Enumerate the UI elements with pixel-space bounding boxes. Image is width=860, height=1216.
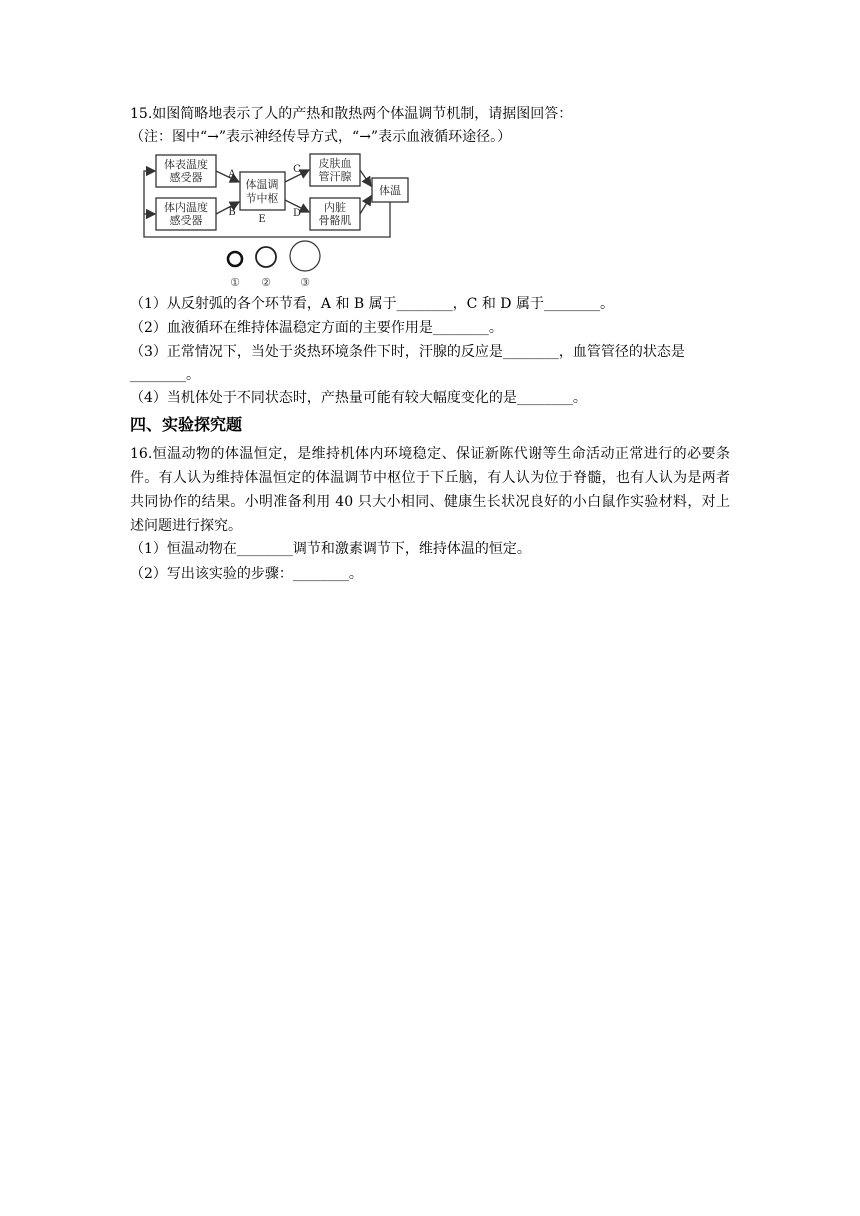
circle-label-1: ① bbox=[230, 276, 240, 289]
question-15-sub1: （1）从反射弧的各个环节看，A 和 B 属于________，C 和 D 属于________。 bbox=[130, 296, 614, 312]
question-16-sub2: （2）写出该实验的步骤：________。 bbox=[130, 566, 363, 582]
question-15-sub4: （4）当机体处于不同状态时，产热量可能有较大幅度变化的是________。 bbox=[130, 390, 587, 406]
circle-1-thick bbox=[228, 252, 242, 266]
circle-label-3: ③ bbox=[300, 276, 310, 289]
label-E: E bbox=[258, 214, 266, 225]
question-15-sub3b: ________。 bbox=[130, 367, 200, 383]
surface-receptor-line2: 感受器 bbox=[169, 171, 203, 184]
body-temp-label: 体温 bbox=[379, 184, 401, 197]
label-C: C bbox=[293, 164, 301, 175]
circle-3-thin bbox=[290, 241, 320, 271]
internal-receptor-line2: 感受器 bbox=[169, 214, 203, 227]
thermoregulation-diagram bbox=[140, 150, 420, 290]
question-15-sub2: （2）血液循环在维持体温稳定方面的主要作用是________。 bbox=[130, 320, 503, 336]
question-15-note: （注：图中“→”表示神经传导方式，“→”表示血液循环途径。） bbox=[130, 129, 512, 145]
section-title: 四、实验探究题 bbox=[130, 415, 243, 434]
center-line2: 节中枢 bbox=[245, 192, 279, 205]
question-16-sub1: （1）恒温动物在________调节和激素调节下，维持体温的恒定。 bbox=[130, 541, 531, 557]
center-line1: 体温调 bbox=[245, 178, 279, 191]
label-A: A bbox=[228, 169, 236, 180]
organ-line1: 内脏 bbox=[324, 201, 346, 214]
surface-receptor-line1: 体表温度 bbox=[164, 158, 208, 171]
question-15-stem: 15.如图简略地表示了人的产热和散热两个体温调节机制，请据图回答： bbox=[130, 106, 573, 122]
skin-line1: 皮肤血 bbox=[318, 157, 352, 170]
question-15-sub3a: （3）正常情况下，当处于炎热环境条件下时，汗腺的反应是________，血管管径的状态是 bbox=[130, 344, 685, 360]
organ-line2: 骨骼肌 bbox=[318, 214, 352, 227]
internal-receptor-line1: 体内温度 bbox=[164, 201, 208, 214]
question-16-paragraph: 16.恒温动物的体温恒定，是维持机体内环境稳定、保证新陈代谢等生命活动正常进行的必要条件。有人认为维持体温恒定的体温调节中枢位于下丘脑，有人认为位于脊髓，也有人认为是两者共同协作的结果。小明准备利用 40 只大小相同、健康生长状况良好的小白鼠作实验材料，对上述问题进行探究。 bbox=[130, 446, 730, 534]
label-B: B bbox=[228, 207, 236, 218]
circle-2-medium bbox=[256, 247, 276, 267]
skin-line2: 管汗腺 bbox=[318, 170, 352, 183]
circle-label-2: ② bbox=[261, 276, 271, 289]
label-D: D bbox=[292, 208, 302, 219]
